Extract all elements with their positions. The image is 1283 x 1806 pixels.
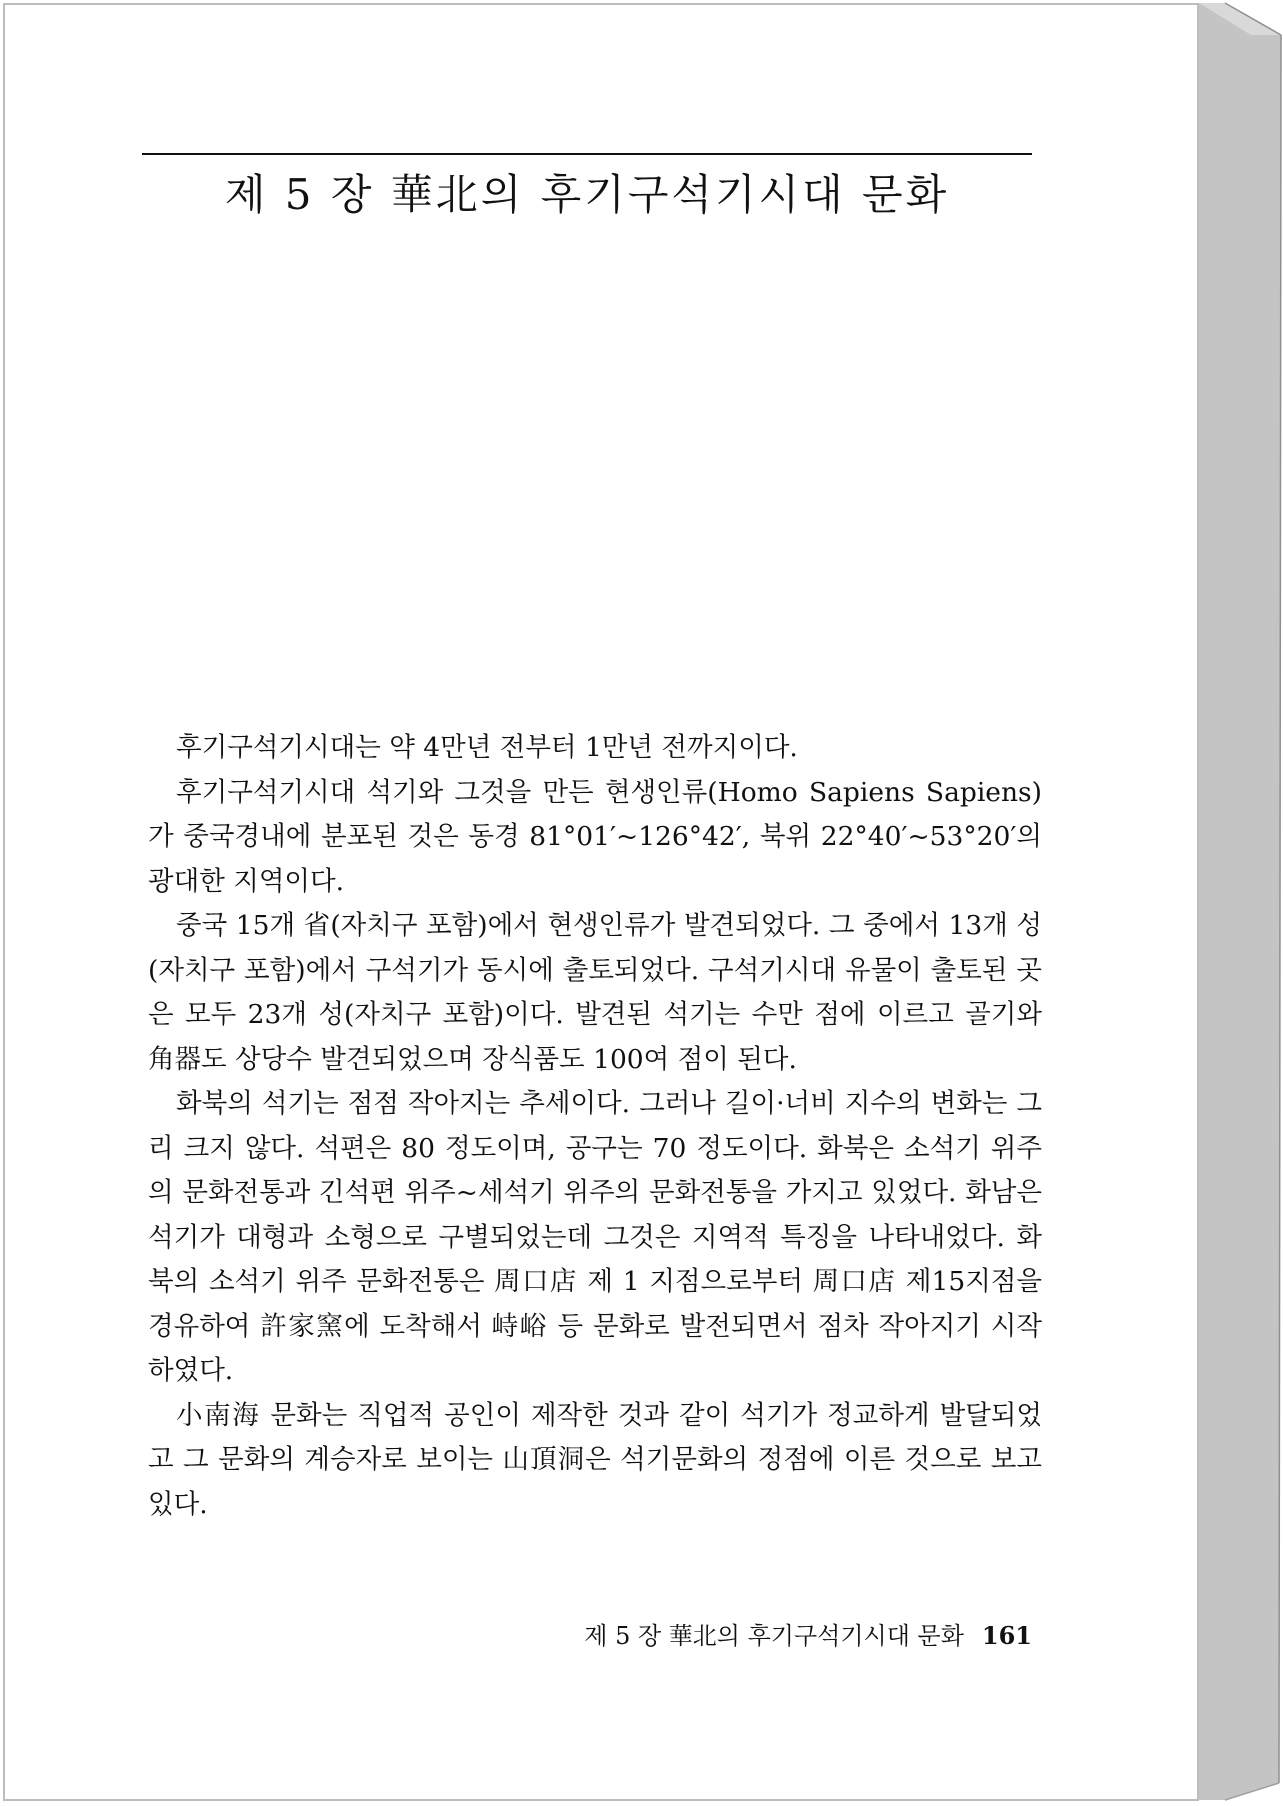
paragraph: 화북의 석기는 점점 작아지는 추세이다. 그러나 길이·너비 지수의 변화는 그리 크지 않다. 석편은 80 정도이며, 공구는 70 정도이다. 화북은 소석기 위주의 문화전통과 긴석편 위주~세석기 위주의 문화전통을 가지고 있었다. 화남은 석기가 대형과 소형으로 구별되었는데 그것은 지역적 특징을 나타내었다. 화북의 소석기 위주 문화전통은 周口店 제 1 지점으로부터 周口店 제15지점을 경유하여 許家窯에 도착해서 峙峪 등 문화로 발전되면서 점차 작아지기 시작하였다. [148, 1088, 1042, 1386]
body-text [148, 726, 1042, 1527]
paragraph: 小南海 문화는 직업적 공인이 제작한 것과 같이 석기가 정교하게 발달되었고 그 문화의 계승자로 보이는 山頂洞은 석기문화의 정점에 이른 것으로 보고 있다. [148, 1399, 1042, 1520]
chapter-title: 제 5 장 華北의 후기구석기시대 문화 [224, 170, 950, 219]
page-number: 161 [981, 1621, 1032, 1650]
book-thickness-shape [1199, 3, 1283, 1803]
paragraph: 후기구석기시대는 약 4만년 전부터 1만년 전까지이다. [176, 732, 798, 763]
running-title: 제 5 장 華北의 후기구석기시대 문화 [584, 1622, 964, 1650]
paragraph: 후기구석기시대 석기와 그것을 만든 현생인류(Homo Sapiens Sapiens)가 중국경내에 분포된 것은 동경 81°01′~126°42′, 북위 22°40′~53°20′의 광대한 지역이다. [148, 776, 1042, 897]
running-footer [142, 1616, 1032, 1651]
paragraph: 중국 15개 省(자치구 포함)에서 현생인류가 발견되었다. 그 중에서 13개 성(자치구 포함)에서 구석기가 동시에 출토되었다. 구석기시대 유물이 출토된 곳은 모두 23개 성(자치구 포함)이다. 발견된 석기는 수만 점에 이르고 골기와 角器도 상당수 발견되었으며 장식품도 100여 점이 된다. [148, 910, 1042, 1075]
chapter-rule [142, 153, 1032, 155]
